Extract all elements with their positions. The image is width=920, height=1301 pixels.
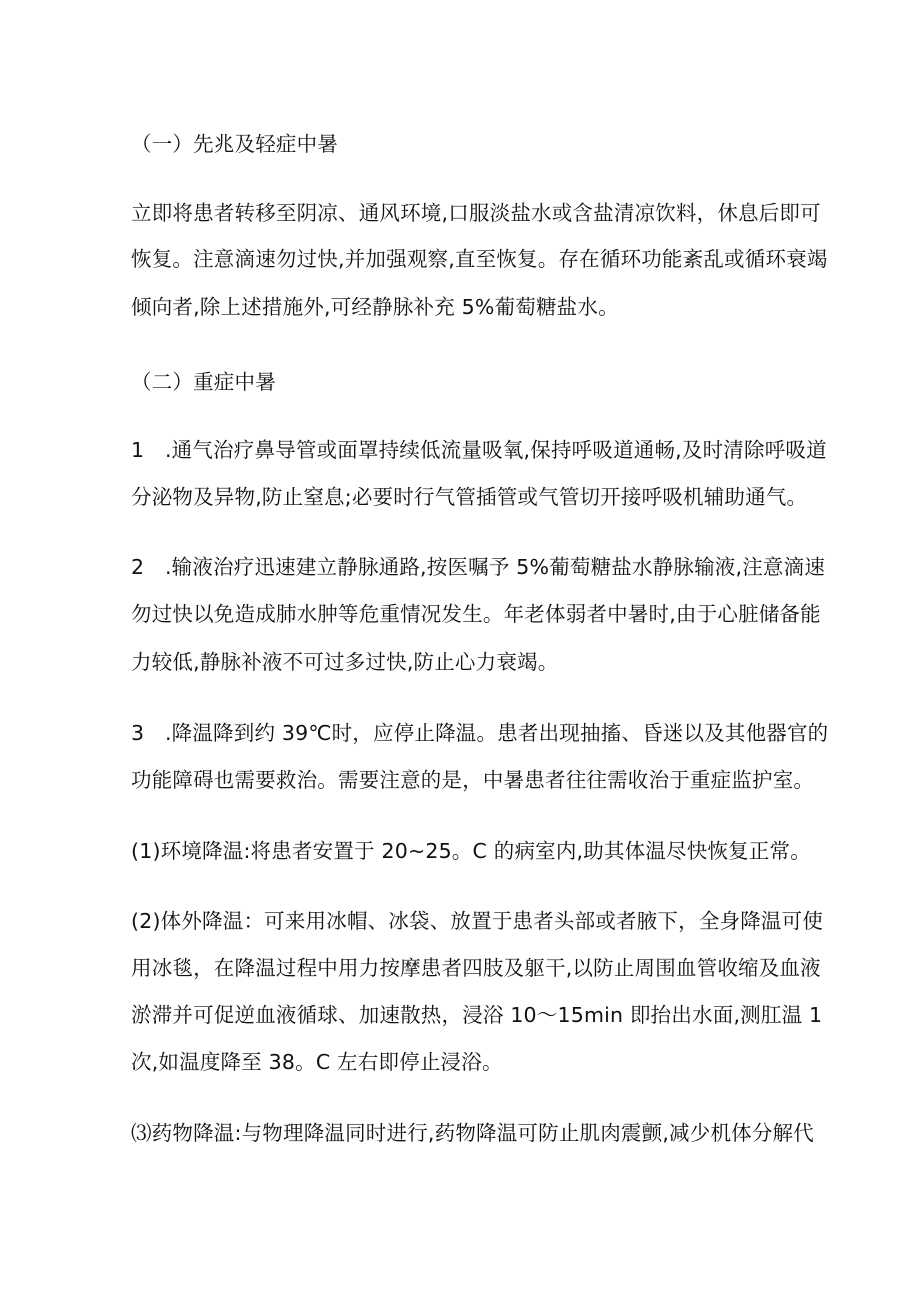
- section-heading-mild-heatstroke: （一）先兆及轻症中暑: [131, 132, 338, 156]
- section-heading-severe-heatstroke: （二）重症中暑: [131, 370, 276, 394]
- list-item-line: 2 .输液治疗迅速建立静脉通路,按医嘱予 5%葡萄糖盐水静脉输液,注意滴速: [131, 555, 826, 579]
- paragraph-line: 倾向者,除上述措施外,可经静脉补充 5%葡萄糖盐水。: [131, 295, 619, 319]
- list-item-line: 3 .降温降到约 39℃时，应停止降温。患者出现抽搐、昏迷以及其他器官的: [131, 721, 829, 745]
- list-item-line: 1 .通气治疗鼻导管或面罩持续低流量吸氧,保持呼吸道通畅,及时清除呼吸道: [131, 438, 827, 462]
- list-item-line: 勿过快以免造成肺水肿等危重情况发生。年老体弱者中暑时,由于心脏储备能: [131, 602, 821, 626]
- list-item-line: 力较低,静脉补液不可过多过快,防止心力衰竭。: [131, 650, 559, 674]
- sub-item-line: 用冰毯，在降温过程中用力按摩患者四肢及躯干,以防止周围血管收缩及血液: [131, 956, 821, 980]
- sub-item-line: 次,如温度降至 38。C 左右即停止浸浴。: [131, 1050, 503, 1074]
- sub-item-line: (2)体外降温：可来用冰帽、冰袋、放置于患者头部或者腋下，全身降温可使: [131, 909, 824, 933]
- sub-item-line: ⑶药物降温:与物理降温同时进行,药物降温可防止肌肉震颤,减少机体分解代: [131, 1121, 814, 1145]
- paragraph-line: 立即将患者转移至阴凉、通风环境,口服淡盐水或含盐清凉饮料，休息后即可: [131, 201, 821, 225]
- list-item-line: 功能障碍也需要救治。需要注意的是，中暑患者往往需收治于重症监护室。: [131, 768, 815, 792]
- paragraph-line: 恢复。注意滴速勿过快,并加强观察,直至恢复。存在循环功能紊乱或循环衰竭: [131, 247, 828, 271]
- list-item-line: 分泌物及异物,防止窒息;必要时行气管插管或气管切开接呼吸机辅助通气。: [131, 485, 808, 509]
- sub-item-line: (1)环境降温:将患者安置于 20~25。C 的病室内,助其体温尽快恢复正常。: [131, 839, 811, 863]
- sub-item-line: 淤滞并可促逆血液循球、加速散热，浸浴 10〜15min 即抬出水面,测肛温 1: [131, 1003, 823, 1027]
